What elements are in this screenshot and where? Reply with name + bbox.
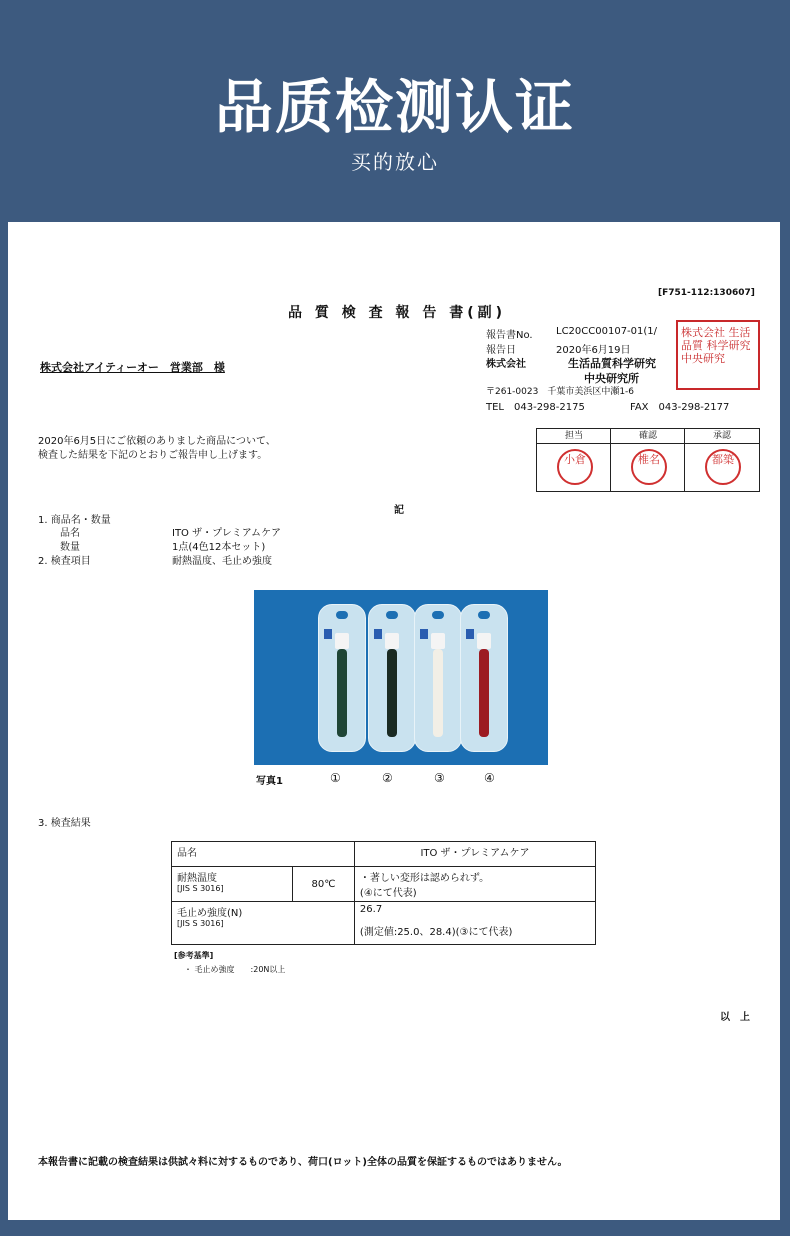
- reference-line: ・ 毛止め強度 :20N以上: [184, 965, 286, 974]
- photo-number-1: ①: [330, 771, 341, 785]
- end-mark: 以 上: [720, 1012, 750, 1023]
- approval-box: [536, 428, 760, 492]
- seal-char-4: 中央研究: [681, 352, 725, 365]
- heat-temperature: 80℃: [293, 867, 355, 902]
- intro-line-1: 2020年6月5日にご依頼のありました商品について、: [38, 436, 276, 447]
- reference-title: [参考基準]: [174, 951, 214, 960]
- company-address: 〒261-0023 千葉市美浜区中瀬1-6: [486, 387, 635, 397]
- document-code: [F751-112:130607]: [658, 288, 755, 298]
- heat-label: 耐熱温度: [177, 873, 217, 884]
- report-no-label: 報告書No.: [486, 330, 533, 341]
- photo-number-2: ②: [382, 771, 393, 785]
- toothbrush-package-1: [318, 604, 366, 752]
- page-title: 品质检测认证: [214, 73, 575, 141]
- strength-result-1: 26.7: [359, 904, 383, 915]
- toothbrush-package-4: [460, 604, 508, 752]
- item1-heading: 1. 商品名・数量: [38, 515, 111, 526]
- header-banner: [0, 0, 790, 222]
- seal-char-2: 生活品質: [681, 326, 751, 352]
- heat-label-cell: [172, 867, 293, 902]
- footer-note: 本報告書に記載の検査結果は供試々料に対するものであり、荷口(ロット)全体の品質を保証するものではありません。: [38, 1157, 568, 1168]
- company-name: 生活品質科学研究: [568, 357, 656, 370]
- intro-line-2: 検査した結果を下記のとおりご報告申し上げます。: [38, 450, 268, 461]
- stamp-2: 椎名: [631, 449, 667, 485]
- toothbrush-2: [387, 649, 397, 737]
- company-seal: [676, 320, 760, 390]
- client-name: 株式会社アイティーオー 営業部 様: [40, 361, 225, 374]
- company-prefix: 株式会社: [486, 359, 526, 370]
- seal-char-3: 科学研究: [706, 339, 751, 352]
- table-header-product: 品名: [172, 842, 355, 867]
- toothbrush-1: [337, 649, 347, 737]
- approval-cell-1: [537, 429, 611, 491]
- approval-label-2: 確認: [611, 429, 685, 444]
- table-header-name: ITO ザ・プレミアムケア: [354, 842, 595, 867]
- table-row: [172, 902, 596, 945]
- heat-result-2: (④にて代表): [359, 888, 417, 899]
- seal-char-1: 株式会社: [681, 326, 725, 339]
- item1-qty-label: 数量: [60, 542, 80, 553]
- toothbrush-package-3: [414, 604, 462, 752]
- table-header-row: [172, 842, 596, 867]
- toothbrush-3: [433, 649, 443, 737]
- results-table: [171, 841, 596, 945]
- product-photo: [254, 590, 548, 765]
- strength-result-2: (測定値:25.0、28.4)(③にて代表): [359, 927, 513, 938]
- toothbrush-package-2: [368, 604, 416, 752]
- heat-result-cell: [354, 867, 595, 902]
- item2-value: 耐熱温度、毛止め強度: [172, 556, 272, 567]
- company-branch: 中央研究所: [584, 372, 639, 385]
- stamp-3: 都築: [705, 449, 741, 485]
- report-document: [8, 222, 780, 1220]
- item3-heading: 3. 検査結果: [38, 818, 91, 829]
- item1-qty-value: 1点(4色12本セット): [172, 542, 266, 553]
- report-date-label: 報告日: [486, 345, 516, 356]
- page-subtitle: 买的放心: [351, 150, 439, 174]
- report-no: LC20CC00107-01(1/: [556, 326, 658, 337]
- photo-number-3: ③: [434, 771, 445, 785]
- approval-label-1: 担当: [537, 429, 611, 444]
- photo-number-4: ④: [484, 771, 495, 785]
- strength-label: 毛止め強度(N): [177, 908, 243, 919]
- table-row: [172, 867, 596, 902]
- strength-standard: [JIS S 3016]: [177, 919, 224, 928]
- company-fax: FAX 043-298-2177: [630, 402, 730, 413]
- item1-name-label: 品名: [60, 528, 80, 539]
- stamp-1: 小倉: [557, 449, 593, 485]
- approval-label-3: 承認: [685, 429, 759, 444]
- heat-result-1: ・著しい変形は認められず。: [359, 873, 490, 884]
- report-date: 2020年6月19日: [556, 345, 631, 356]
- photo-caption: 写真1: [256, 776, 283, 787]
- report-title: 品 質 検 査 報 告 書(副): [288, 305, 507, 321]
- company-tel: TEL 043-298-2175: [486, 402, 585, 413]
- strength-label-cell: [172, 902, 355, 945]
- approval-cell-3: [685, 429, 759, 491]
- item1-name-value: ITO ザ・プレミアムケア: [172, 528, 282, 539]
- ki-mark: 記: [394, 505, 404, 516]
- heat-standard: [JIS S 3016]: [177, 884, 224, 893]
- approval-cell-2: [611, 429, 685, 491]
- item2-heading: 2. 検査項目: [38, 556, 91, 567]
- toothbrush-4: [479, 649, 489, 737]
- strength-result-cell: [354, 902, 595, 945]
